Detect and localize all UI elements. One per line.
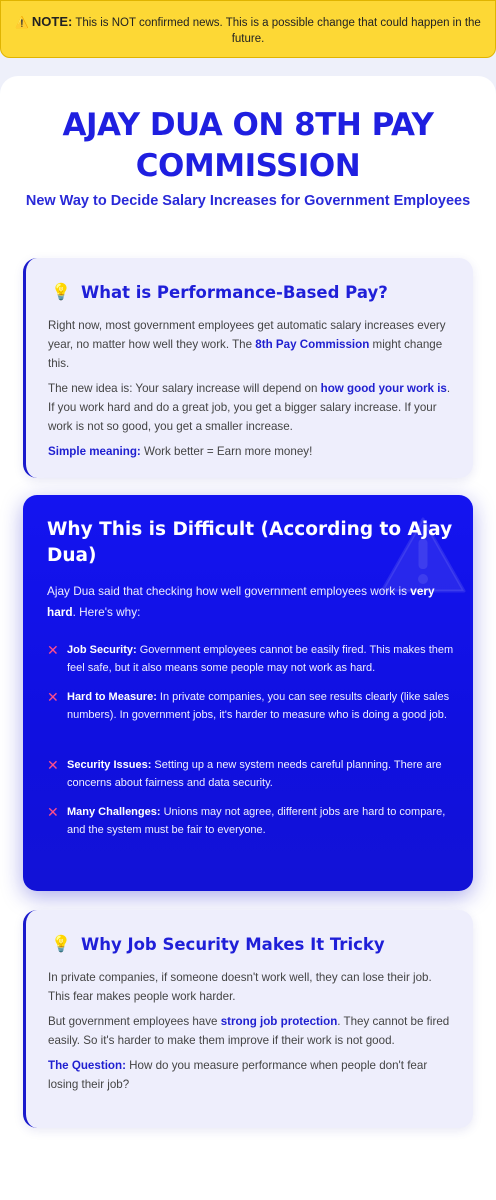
highlight-text: very hard: [47, 584, 435, 619]
list-item: [47, 641, 455, 677]
item-text: [67, 641, 455, 677]
notice-label: NOTE:: [31, 14, 73, 29]
card-title: What is Performance-Based Pay?: [81, 282, 388, 302]
page-subtitle: New Way to Decide Salary Increases for Government Employees: [25, 193, 471, 209]
item-text: [67, 803, 455, 839]
item-text: [67, 688, 455, 724]
card-title: Why Job Security Makes It Tricky: [81, 934, 385, 954]
highlight-text: how good your work is: [320, 382, 447, 395]
text-run: Unions may not agree, different jobs are hard to compare, and the system must be fair to everyone.: [67, 806, 446, 836]
cross-mark-icon: ✕: [47, 804, 59, 820]
text-run: Government employees cannot be easily fired. This makes them feel safe, but it also means some people may not work as hard.: [67, 644, 454, 674]
card-header: [48, 282, 455, 302]
list-item: [47, 688, 455, 724]
item-label: Hard to Measure:: [67, 691, 157, 703]
highlight-label: The Question:: [48, 1059, 126, 1072]
text-run: . They cannot be fired easily. So it's harder to make them improve if their work is not good.: [48, 1015, 450, 1047]
highlight-text: strong job protection: [220, 1015, 338, 1028]
text-run: How do you measure performance when people don't fear losing their job?: [48, 1059, 428, 1091]
card-header: [48, 934, 455, 954]
performance-pay-card: [23, 258, 473, 478]
text-run: might change this.: [48, 338, 443, 370]
item-label: Job Security:: [67, 644, 137, 656]
card-paragraph: [48, 379, 455, 436]
list-item: [47, 756, 455, 792]
item-text: [67, 756, 455, 792]
card-paragraph: [48, 442, 455, 461]
highlight-label: Simple meaning:: [48, 445, 141, 458]
text-run: . Here's why:: [72, 605, 141, 619]
page-title: AJAY DUA ON 8TH PAY COMMISSION: [62, 107, 434, 184]
text-run: The new idea is: Your salary increase will depend on: [48, 382, 321, 395]
notice-text: This is NOT confirmed news. This is a possible change that could happen in the future.: [75, 17, 481, 45]
list-item: [47, 803, 455, 839]
cross-mark-icon: ✕: [47, 757, 59, 773]
card-intro: [47, 581, 455, 623]
highlight-text: 8th Pay Commission: [255, 338, 370, 351]
notice-banner: [0, 0, 496, 58]
lightbulb-icon: 💡: [51, 284, 71, 301]
warning-icon: ⚠️: [15, 17, 29, 29]
card-title: Why This is Difficult (According to Ajay Dua): [47, 519, 453, 566]
cross-mark-icon: ✕: [47, 642, 59, 658]
text-run: Work better = Earn more money!: [140, 445, 313, 458]
card-paragraph: [48, 316, 455, 373]
text-run: Ajay Dua said that checking how well government employees work is: [47, 584, 411, 598]
text-run: Right now, most government employees get automatic salary increases every year, no matter how well they work. The: [48, 319, 446, 351]
lightbulb-icon: 💡: [51, 936, 71, 953]
card-paragraph: In private companies, if someone doesn't work well, they can lose their job. This fear makes people work harder.: [48, 971, 432, 1003]
text-run: . If you work hard and do a great job, you get a bigger salary increase. If your work is not so good, you get a smaller increase.: [48, 382, 451, 433]
item-label: Security Issues:: [67, 759, 152, 771]
text-run: Setting up a new system needs careful planning. There are concerns about fairness and data security.: [67, 759, 442, 789]
card-paragraph: [48, 1056, 455, 1094]
text-run: But government employees have: [48, 1015, 221, 1028]
difficulty-card: [23, 495, 473, 891]
job-security-card: [23, 910, 473, 1128]
card-paragraph: [48, 1012, 455, 1050]
text-run: In private companies, you can see results clearly (like sales numbers). In government jobs, it's harder to measure who is doing a good job.: [67, 691, 450, 721]
article-container: [0, 76, 496, 1200]
cross-mark-icon: ✕: [47, 689, 59, 705]
item-label: Many Challenges:: [67, 806, 161, 818]
